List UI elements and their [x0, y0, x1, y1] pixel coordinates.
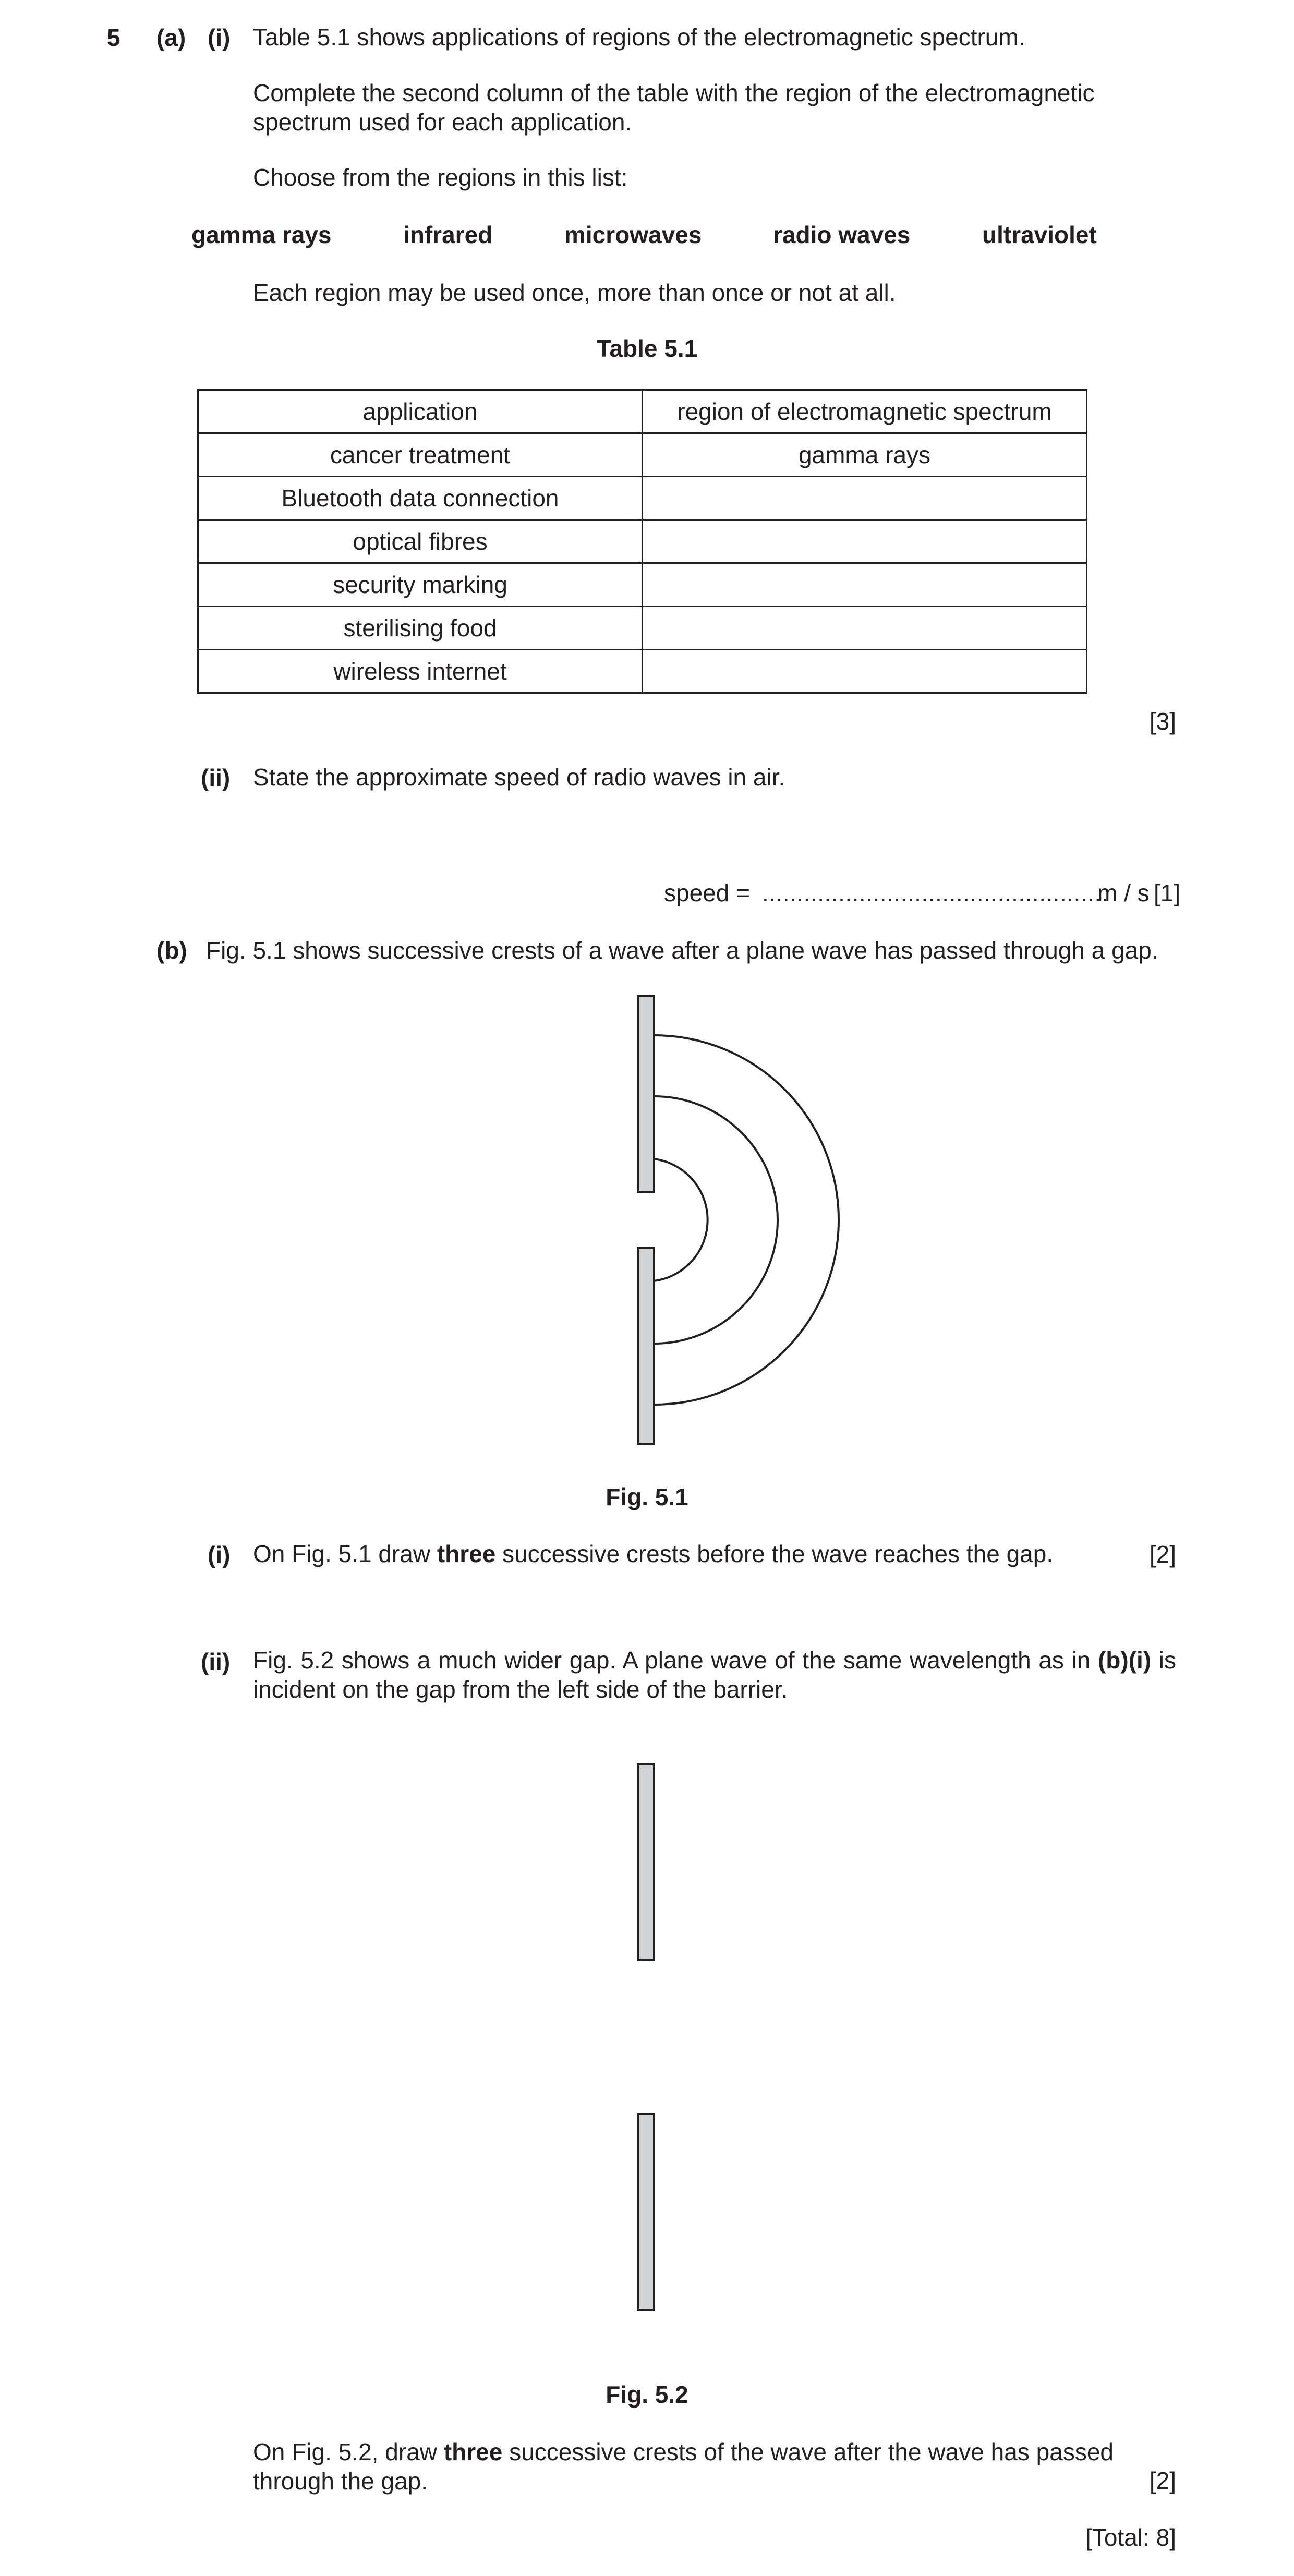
table-row [198, 650, 1087, 693]
part-b-ii-text-start: Fig. 5.2 shows a much wider gap. A plane wave of the same wavelength as in [253, 1647, 1091, 1674]
table-header-cell: region of electromagnetic spectrum [643, 390, 1087, 433]
table-row [198, 433, 1087, 477]
emphasis-three: three [437, 1540, 496, 1567]
region-answer-cell[interactable] [643, 650, 1087, 693]
wave-crest-1 [654, 1159, 708, 1281]
barrier-upper [638, 996, 654, 1192]
application-cell: optical fibres [198, 520, 643, 563]
question-number: 5 [107, 24, 120, 51]
part-a-label: (a) [156, 24, 186, 51]
region-answer-cell[interactable] [643, 520, 1087, 563]
part-b-ii-task-end: successive crests of the wave after the wave has passed through the gap. [253, 2438, 1114, 2495]
part-a-ii-question: State the approximate speed of radio waves in air. [253, 764, 785, 791]
part-a-ii-marks: [1] [1154, 879, 1181, 906]
application-cell: cancer treatment [198, 433, 643, 477]
part-b-i-text-end: successive crests before the wave reaches the gap. [502, 1540, 1054, 1567]
total-marks: [Total: 8] [1085, 2524, 1176, 2551]
table-header-cell: application [198, 390, 643, 433]
application-cell: Bluetooth data connection [198, 477, 643, 520]
part-b-ii-text-end: is incident on the gap from the left side of the barrier. [253, 1647, 1176, 1703]
region-option: gamma rays [191, 221, 332, 248]
part-b-ii-task [253, 2437, 1114, 2496]
table-5-1 [197, 389, 1087, 694]
table-title: Table 5.1 [596, 335, 698, 362]
wide-gap-barrier-upper [638, 1764, 654, 1960]
part-reference: (b)(i) [1097, 1647, 1152, 1674]
part-b-intro: Fig. 5.1 shows successive crests of a wave after a plane wave has passed through a gap. [206, 937, 1158, 964]
speed-answer-label: speed = [664, 879, 750, 906]
table-row [198, 477, 1087, 520]
region-option: infrared [403, 221, 493, 248]
part-b-ii-text [253, 1646, 1176, 1704]
speed-answer-line[interactable]: .................................................. [762, 879, 1109, 906]
part-a-i-marks: [3] [1149, 708, 1176, 735]
part-b-ii-label: (ii) [201, 1648, 231, 1675]
region-answer-cell[interactable] [643, 477, 1087, 520]
part-b-i-marks: [2] [1149, 1541, 1176, 1568]
wave-crest-3 [654, 1035, 839, 1405]
region-answer-cell: gamma rays [643, 433, 1087, 477]
speed-unit: m / s [1097, 879, 1150, 906]
emphasis-three: three [443, 2438, 503, 2465]
wave-crest-2 [654, 1096, 778, 1344]
application-cell: security marking [198, 563, 643, 607]
region-option: microwaves [564, 221, 702, 248]
table-row [198, 607, 1087, 650]
application-cell: wireless internet [198, 650, 643, 693]
part-a-i-label: (i) [208, 24, 231, 51]
table-row [198, 563, 1087, 607]
table-header-row [198, 390, 1087, 433]
wide-gap-barrier-lower [638, 2114, 654, 2310]
fig-5-2-caption: Fig. 5.2 [606, 2381, 688, 2408]
choose-regions-text: Choose from the regions in this list: [253, 164, 628, 191]
part-a-ii-label: (ii) [201, 764, 231, 791]
region-option: radio waves [773, 221, 911, 248]
region-answer-cell[interactable] [643, 563, 1087, 607]
part-b-i-text-start: On Fig. 5.1 draw [253, 1540, 431, 1567]
part-b-ii-task-start: On Fig. 5.2, draw [253, 2438, 438, 2465]
part-a-i-intro: Table 5.1 shows applications of regions of the electromagnetic spectrum. [253, 23, 1025, 51]
part-b-ii-marks: [2] [1149, 2467, 1176, 2494]
application-cell: sterilising food [198, 607, 643, 650]
region-usage-note: Each region may be used once, more than once or not at all. [253, 279, 896, 306]
table-row [198, 520, 1087, 563]
part-b-label: (b) [156, 937, 187, 964]
region-option: ultraviolet [982, 221, 1097, 248]
part-b-i-text [253, 1539, 1176, 1568]
part-b-i-label: (i) [208, 1541, 231, 1568]
barrier-lower [638, 1248, 654, 1444]
fig-5-1-caption: Fig. 5.1 [606, 1483, 688, 1510]
part-a-i-instruction: Complete the second column of the table with the region of the electromagnetic spectrum used for each application. [253, 79, 1095, 136]
region-answer-cell[interactable] [643, 607, 1087, 650]
